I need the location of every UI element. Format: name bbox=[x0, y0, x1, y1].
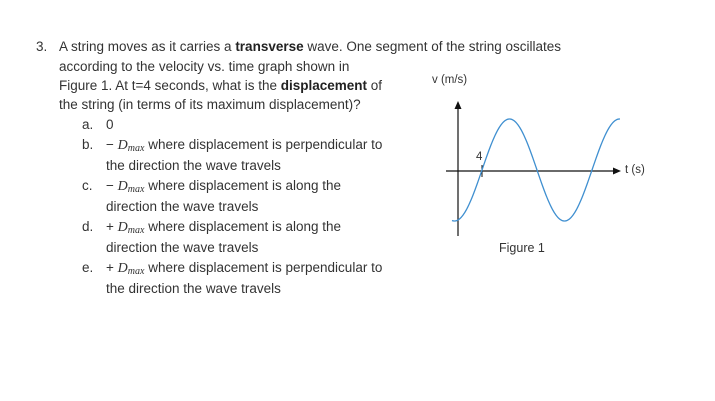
option-text: where displacement is perpendicular to bbox=[144, 260, 383, 275]
option-e-line-2: the direction the wave travels bbox=[106, 281, 281, 296]
y-axis-label: v (m/s) bbox=[432, 74, 468, 86]
question-text: A string moves as it carries a bbox=[59, 39, 236, 54]
keyword-transverse: transverse bbox=[235, 39, 304, 54]
question-text: according to the velocity vs. time graph shown in bbox=[59, 59, 350, 74]
dmax-symbol: $D_{max}$ bbox=[117, 261, 145, 277]
option-b-line-2: the direction the wave travels bbox=[106, 158, 281, 173]
option-sign: − bbox=[106, 178, 114, 193]
question-text: wave. One segment of the string oscillates bbox=[303, 39, 562, 54]
option-text: where displacement is perpendicular to bbox=[144, 137, 383, 152]
figure-caption: Figure 1 bbox=[499, 241, 545, 255]
option-sign: + bbox=[106, 219, 114, 234]
x-axis-label: t (s) bbox=[625, 164, 645, 176]
option-d-line-2: direction the wave travels bbox=[106, 240, 259, 255]
option-c-line-2: direction the wave travels bbox=[106, 199, 259, 214]
option-e-letter: e. bbox=[82, 260, 94, 275]
tick-label-4: 4 bbox=[476, 151, 483, 163]
question-text: Figure 1. At t=4 seconds, what is the bbox=[59, 78, 281, 93]
option-c-letter: c. bbox=[82, 178, 93, 193]
y-axis-arrow-icon bbox=[455, 101, 462, 109]
option-d-letter: d. bbox=[82, 219, 94, 234]
velocity-sine-curve bbox=[452, 119, 620, 221]
question-text: of bbox=[367, 78, 383, 93]
dmax-symbol: $D_{max}$ bbox=[117, 179, 145, 195]
option-sign: − bbox=[106, 137, 114, 152]
option-text: where displacement is along the bbox=[144, 219, 342, 234]
option-sign: + bbox=[106, 260, 114, 275]
option-text: where displacement is along the bbox=[144, 178, 342, 193]
x-axis-arrow-icon bbox=[613, 168, 621, 175]
dmax-symbol: $D_{max}$ bbox=[117, 220, 145, 236]
question-text: the string (in terms of its maximum displacement)? bbox=[59, 97, 361, 112]
option-a-letter: a. bbox=[82, 117, 94, 132]
keyword-displacement: displacement bbox=[280, 78, 368, 93]
dmax-symbol: $D_{max}$ bbox=[117, 138, 145, 154]
option-a-text: 0 bbox=[106, 117, 114, 132]
question-number: 3. bbox=[36, 39, 48, 54]
option-b-letter: b. bbox=[82, 137, 94, 152]
